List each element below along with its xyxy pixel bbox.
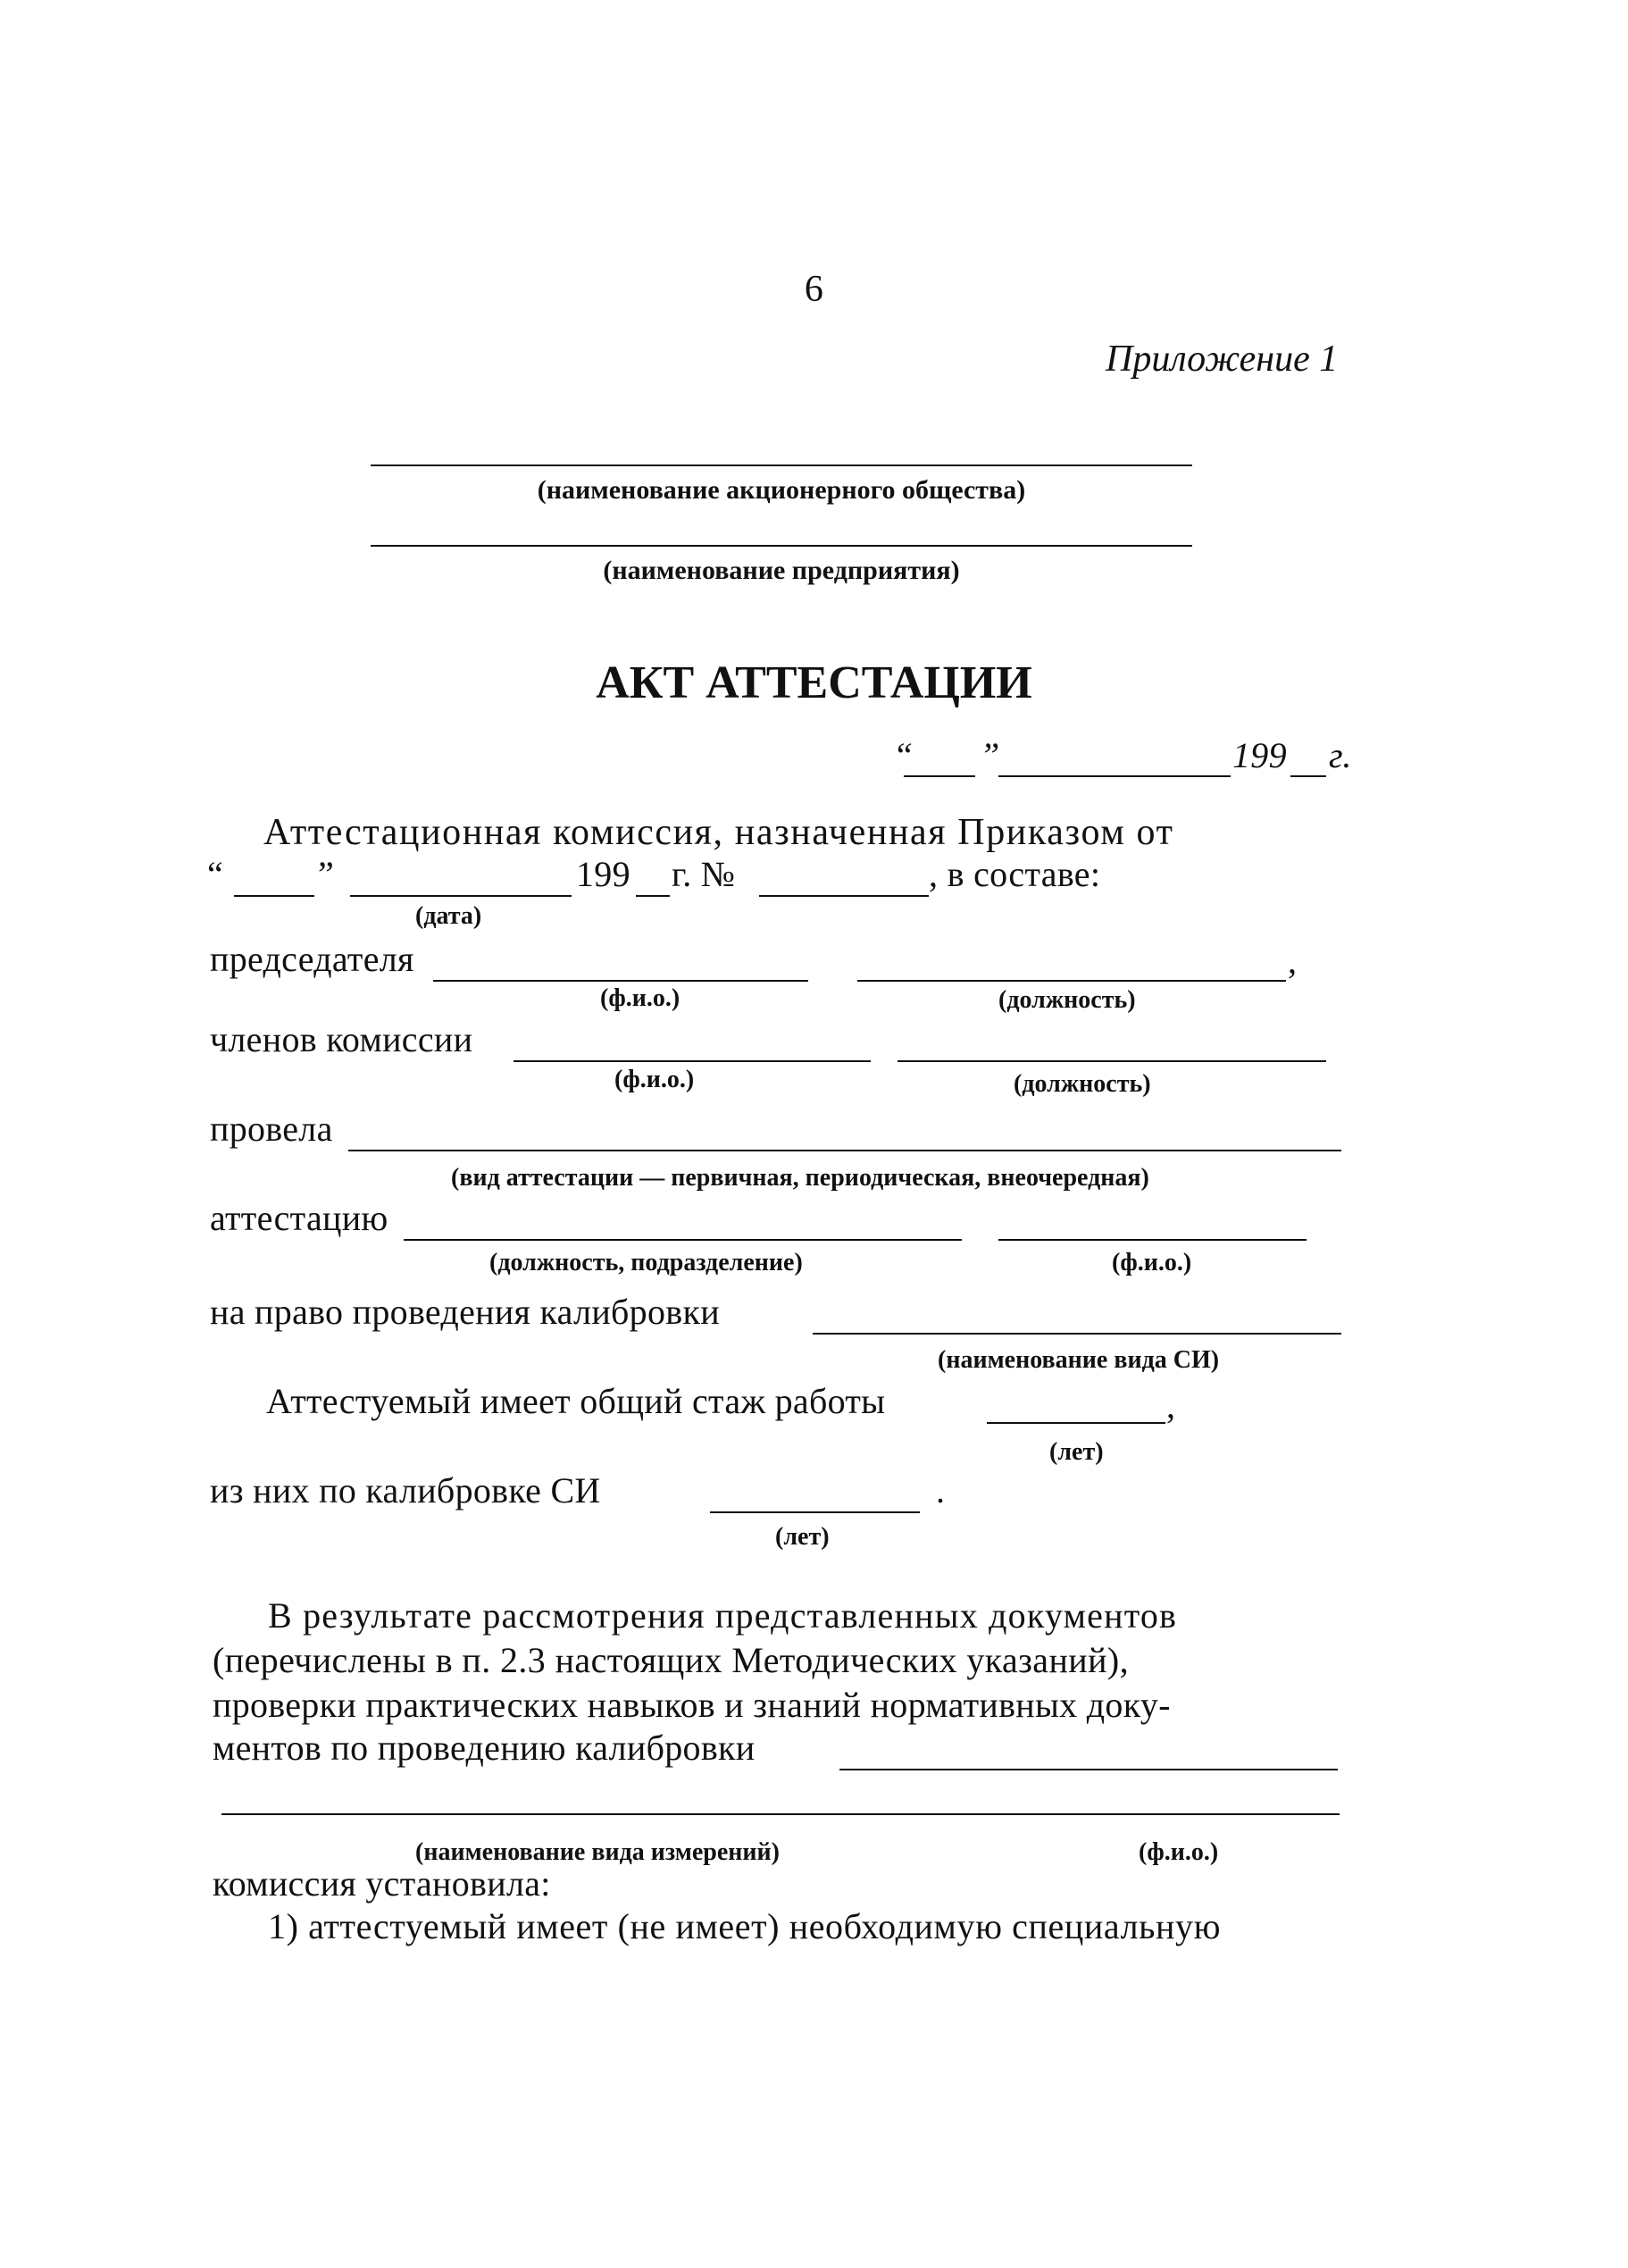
- date-open-quote: “: [893, 735, 914, 775]
- intro-year-line: [636, 895, 670, 897]
- document-title: АКТ АТТЕСТАЦИИ: [596, 657, 1032, 708]
- intro-month-line: [350, 895, 572, 897]
- order-number-line: [759, 895, 929, 897]
- result-measure-line-1: [839, 1769, 1338, 1770]
- enterprise-caption: (наименование предприятия): [603, 556, 960, 585]
- result-line4: ментов по проведению калибровки: [213, 1728, 756, 1768]
- result-name-caption: (ф.и.о.): [1139, 1838, 1219, 1866]
- enterprise-name-line: [371, 545, 1192, 547]
- conducted-label: провела: [210, 1109, 333, 1149]
- intro-g-no: г. №: [672, 854, 736, 894]
- conducted-line: [348, 1150, 1341, 1151]
- date-month-line: [998, 775, 1231, 777]
- experience-comma: ,: [1166, 1385, 1176, 1426]
- calibration-experience-line: [710, 1511, 920, 1513]
- calibration-si-caption: (наименование вида СИ): [938, 1346, 1220, 1374]
- intro-day-line: [234, 895, 314, 897]
- intro-line1: Аттестационная комиссия, назначенная Приказом от: [263, 812, 1174, 853]
- chairman-comma: ,: [1288, 941, 1298, 981]
- experience-years-caption: (лет): [1049, 1438, 1104, 1466]
- result-line2: (перечислены в п. 2.3 настоящих Методических указаний),: [213, 1640, 1130, 1680]
- members-name-line: [513, 1060, 871, 1062]
- intro-open-quote: “: [207, 854, 224, 894]
- result-line1: В результате рассмотрения представленных документов: [268, 1595, 1178, 1636]
- intro-date-caption: (дата): [415, 902, 482, 930]
- page-number: 6: [804, 269, 824, 310]
- attestation-position-line: [404, 1239, 962, 1241]
- result-line3: проверки практических навыков и знаний нормативных доку-: [213, 1685, 1171, 1725]
- intro-year: 199: [576, 854, 630, 894]
- date-day-line: [904, 775, 975, 777]
- calibration-experience-caption: (лет): [775, 1523, 830, 1551]
- appendix-label: Приложение 1: [1106, 339, 1339, 380]
- calibration-si-line: [813, 1333, 1341, 1335]
- attestation-label: аттестацию: [210, 1198, 388, 1238]
- date-year: 199: [1232, 735, 1287, 775]
- conducted-caption: (вид аттестации — первичная, периодическая, внеочередная): [451, 1164, 1149, 1192]
- attestation-name-caption: (ф.и.о.): [1112, 1249, 1192, 1276]
- intro-composition: , в составе:: [929, 854, 1101, 894]
- result-measure-caption: (наименование вида измерений): [415, 1838, 780, 1866]
- calibration-right-label: на право проведения калибровки: [210, 1292, 720, 1332]
- members-position-line: [897, 1060, 1326, 1062]
- result-measure-line-2: [221, 1813, 1340, 1815]
- experience-label: Аттестуемый имеет общий стаж работы: [266, 1381, 886, 1421]
- members-position-caption: (должность): [1014, 1070, 1151, 1098]
- date-close-quote: ”: [980, 735, 1000, 775]
- chairman-label: председателя: [210, 939, 414, 979]
- date-year-line: [1290, 775, 1326, 777]
- experience-total-line: [987, 1422, 1165, 1424]
- chairman-name-line: [433, 980, 808, 982]
- chairman-position-line: [857, 980, 1286, 982]
- company-caption: (наименование акционерного общества): [537, 475, 1026, 505]
- attestation-position-caption: (должность, подразделение): [489, 1249, 803, 1276]
- members-label: членов комиссии: [210, 1019, 473, 1059]
- result-item1: 1) аттестуемый имеет (не имеет) необходимую специальную: [268, 1906, 1222, 1946]
- attestation-name-line: [998, 1239, 1307, 1241]
- calibration-experience-label: из них по калибровке СИ: [210, 1470, 601, 1511]
- intro-close-quote: ”: [318, 854, 335, 894]
- company-name-line: [371, 464, 1192, 466]
- chairman-position-caption: (должность): [998, 986, 1136, 1014]
- result-established: комиссия установила:: [213, 1863, 551, 1904]
- date-suffix: г.: [1329, 735, 1352, 775]
- calibration-experience-period: .: [936, 1470, 946, 1511]
- members-name-caption: (ф.и.о.): [614, 1066, 695, 1093]
- chairman-name-caption: (ф.и.о.): [600, 984, 680, 1012]
